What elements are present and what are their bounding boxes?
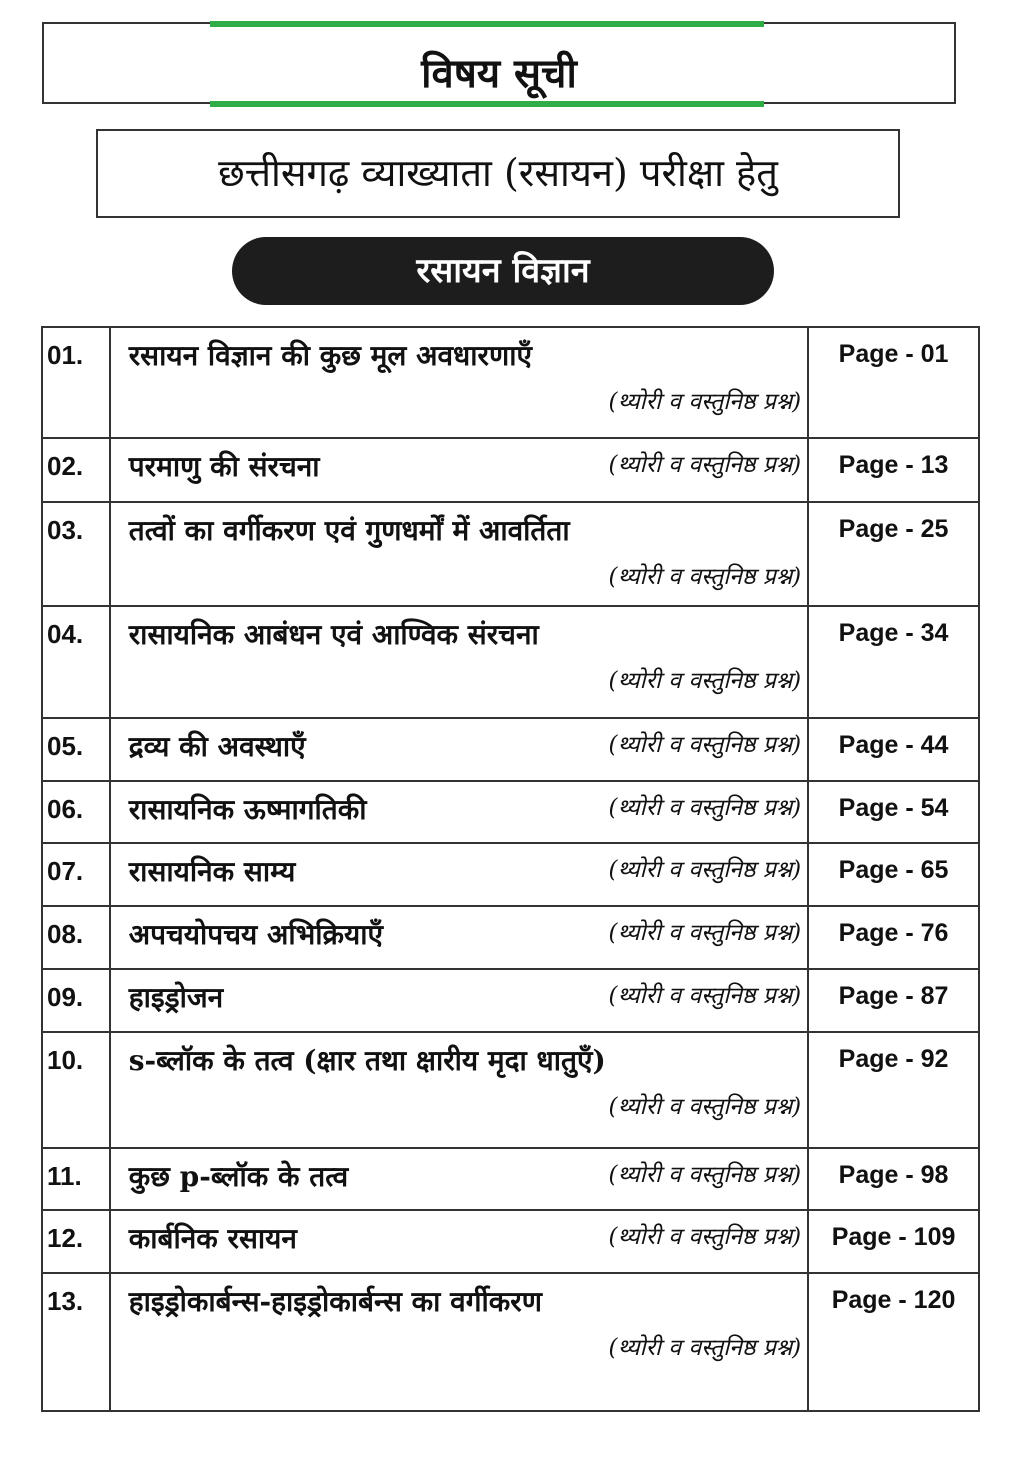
entry-number: 13. [42, 1273, 110, 1411]
table-row [42, 1148, 979, 1210]
entry-page: Page - 44 [808, 718, 979, 781]
entry-page: Page - 98 [808, 1148, 979, 1210]
entry-number: 09. [42, 969, 110, 1032]
entry-number: 03. [42, 502, 110, 606]
entry-number: 12. [42, 1210, 110, 1273]
entry-number: 11. [42, 1148, 110, 1210]
entry-title: कुछ p-ब्लॉक के तत्व [128, 1160, 349, 1193]
entry-number: 02. [42, 438, 110, 502]
entry-title: रासायनिक ऊष्मागतिकी [128, 793, 367, 826]
table-row [42, 781, 979, 843]
entry-page: Page - 34 [808, 606, 979, 718]
page-title: विषय सूची [421, 51, 577, 97]
entry-title: द्रव्य की अवस्थाएँ [128, 730, 306, 763]
entry-page: Page - 13 [808, 438, 979, 502]
entry-page: Page - 76 [808, 906, 979, 969]
green-rule-bottom [210, 101, 764, 107]
table-row [42, 438, 979, 502]
entry-note: (थ्योरी व वस्तुनिष्ठ प्रश्न) [608, 1094, 802, 1120]
entry-note: (थ्योरी व वस्तुनिष्ठ प्रश्न) [608, 452, 802, 478]
table-row [42, 1273, 979, 1411]
entry-title: अपचयोपचय अभिक्रियाएँ [128, 918, 384, 951]
table-row [42, 606, 979, 718]
entry-number: 04. [42, 606, 110, 718]
green-rule-top [210, 21, 764, 27]
entry-page: Page - 65 [808, 843, 979, 906]
entry-note: (थ्योरी व वस्तुनिष्ठ प्रश्न) [608, 795, 802, 821]
entry-note: (थ्योरी व वस्तुनिष्ठ प्रश्न) [608, 857, 802, 883]
entry-note: (थ्योरी व वस्तुनिष्ठ प्रश्न) [608, 668, 802, 694]
entry-number: 01. [42, 327, 110, 438]
entry-title: कार्बनिक रसायन [128, 1222, 297, 1255]
table-row [42, 1210, 979, 1273]
table-row [42, 969, 979, 1032]
table-row [42, 906, 979, 969]
entry-number: 06. [42, 781, 110, 843]
section-banner: रसायन विज्ञान [232, 237, 774, 305]
entry-title: तत्वों का वर्गीकरण एवं गुणधर्मों में आवर्तिता [128, 514, 570, 547]
entry-page: Page - 92 [808, 1032, 979, 1148]
entry-number: 10. [42, 1032, 110, 1148]
entry-note: (थ्योरी व वस्तुनिष्ठ प्रश्न) [608, 983, 802, 1009]
table-row [42, 843, 979, 906]
entry-note: (थ्योरी व वस्तुनिष्ठ प्रश्न) [608, 920, 802, 946]
entry-title: हाइड्रोजन [128, 981, 224, 1014]
table-row [42, 502, 979, 606]
entry-title: रासायनिक आबंधन एवं आण्विक संरचना [128, 618, 539, 651]
table-row [42, 327, 979, 438]
entry-note: (थ्योरी व वस्तुनिष्ठ प्रश्न) [608, 732, 802, 758]
entry-title: हाइड्रोकार्बन्स-हाइड्रोकार्बन्स का वर्गीकरण [128, 1285, 542, 1318]
contents-table [41, 326, 980, 1412]
entry-note: (थ्योरी व वस्तुनिष्ठ प्रश्न) [608, 1162, 802, 1188]
table-row [42, 1032, 979, 1148]
entry-page: Page - 01 [808, 327, 979, 438]
exam-subtitle: छत्तीसगढ़ व्याख्याता (रसायन) परीक्षा हेतु [96, 129, 900, 218]
entry-note: (थ्योरी व वस्तुनिष्ठ प्रश्न) [608, 564, 802, 590]
entry-title: परमाणु की संरचना [128, 450, 320, 483]
entry-page: Page - 54 [808, 781, 979, 843]
entry-note: (थ्योरी व वस्तुनिष्ठ प्रश्न) [608, 1335, 802, 1361]
entry-title: s-ब्लॉक के तत्व (क्षार तथा क्षारीय मृदा धातुएँ) [128, 1044, 606, 1077]
entry-page: Page - 109 [808, 1210, 979, 1273]
entry-page: Page - 25 [808, 502, 979, 606]
entry-number: 07. [42, 843, 110, 906]
entry-note: (थ्योरी व वस्तुनिष्ठ प्रश्न) [608, 1224, 802, 1250]
entry-page: Page - 87 [808, 969, 979, 1032]
entry-number: 08. [42, 906, 110, 969]
entry-page: Page - 120 [808, 1273, 979, 1411]
entry-title: रसायन विज्ञान की कुछ मूल अवधारणाएँ [128, 339, 532, 372]
table-row [42, 718, 979, 781]
heading-box [42, 22, 956, 104]
entry-title: रासायनिक साम्य [128, 855, 296, 888]
entry-number: 05. [42, 718, 110, 781]
entry-note: (थ्योरी व वस्तुनिष्ठ प्रश्न) [608, 389, 802, 415]
